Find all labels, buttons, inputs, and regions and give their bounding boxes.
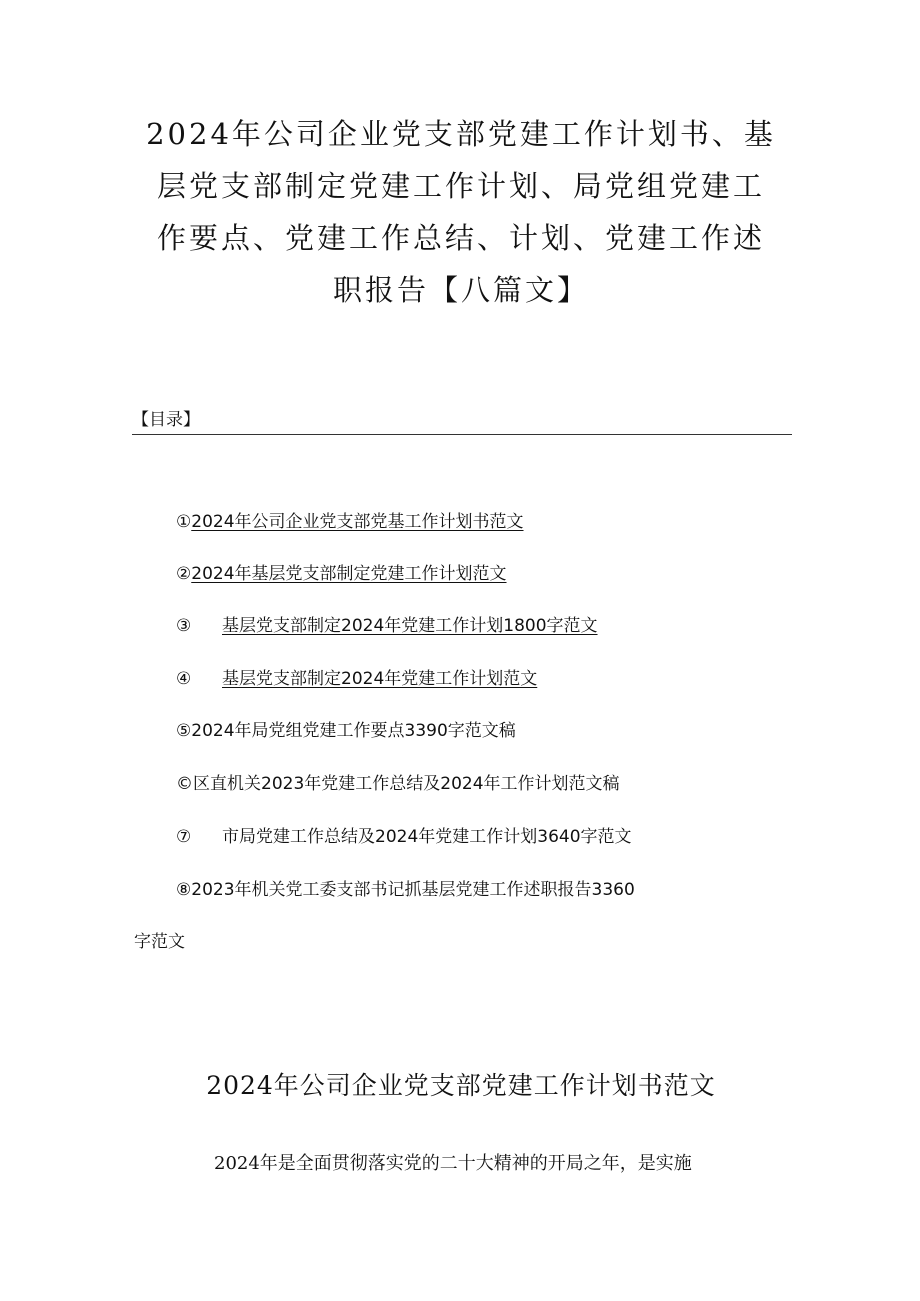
section-title: 2024年公司企业党支部党建工作计划书范文 — [206, 1071, 716, 1100]
toc-item-text: 区直机关2023年党建工作总结及2024年工作计划范文稿 — [193, 774, 620, 794]
toc-item-number: © — [176, 774, 193, 794]
toc-item-6 — [176, 772, 620, 796]
title-line: 层党支部制定党建工作计划、局党组党建工 — [156, 169, 765, 203]
toc-item-text: 2023年机关党工委支部书记抓基层党建工作述职报告3360 — [191, 880, 635, 900]
toc-item-number: ⑧ — [176, 880, 192, 900]
toc-item-8 — [176, 878, 635, 902]
toc-item-link[interactable]: 2024年基层党支部制定党建工作计划范文 — [191, 564, 507, 584]
toc-item-7 — [176, 825, 632, 849]
toc-item-text: 市局党建工作总结及2024年党建工作计划3640字范文 — [222, 827, 632, 847]
title-line: 2024年公司企业党支部党建工作计划书、基 — [146, 117, 776, 151]
toc-item-number: ⑦ — [176, 827, 192, 847]
body-paragraph: 2024年是全面贯彻落实党的二十大精神的开局之年，是实施 — [214, 1153, 692, 1174]
toc-item-number: ④ — [176, 669, 192, 689]
toc-item-link[interactable]: 基层党支部制定2024年党建工作计划范文 — [222, 669, 538, 689]
toc-item-text: 2024年局党组党建工作要点3390字范文稿 — [191, 721, 516, 741]
toc-item-link[interactable]: 基层党支部制定2024年党建工作计划1800字范文 — [222, 616, 598, 636]
toc-item-number: ⑤ — [176, 721, 192, 741]
toc-item-5 — [176, 719, 516, 743]
toc-item-number: ① — [176, 512, 192, 532]
toc-item-8-continuation: 字范文 — [134, 932, 185, 952]
toc-item-link[interactable]: 2024年公司企业党支部党基工作计划书范文 — [191, 512, 524, 532]
toc-item-number: ② — [176, 564, 192, 584]
toc-item-4[interactable] — [176, 667, 537, 691]
toc-header: 【目录】 — [132, 408, 792, 435]
document-title — [130, 108, 792, 316]
toc-item-1[interactable] — [176, 510, 524, 534]
toc-item-number: ③ — [176, 616, 192, 636]
title-line: 职报告【八篇文】 — [332, 273, 589, 307]
title-line: 作要点、党建工作总结、计划、党建工作述 — [156, 221, 765, 255]
toc-item-3[interactable] — [176, 614, 598, 638]
toc-item-2[interactable] — [176, 562, 507, 586]
